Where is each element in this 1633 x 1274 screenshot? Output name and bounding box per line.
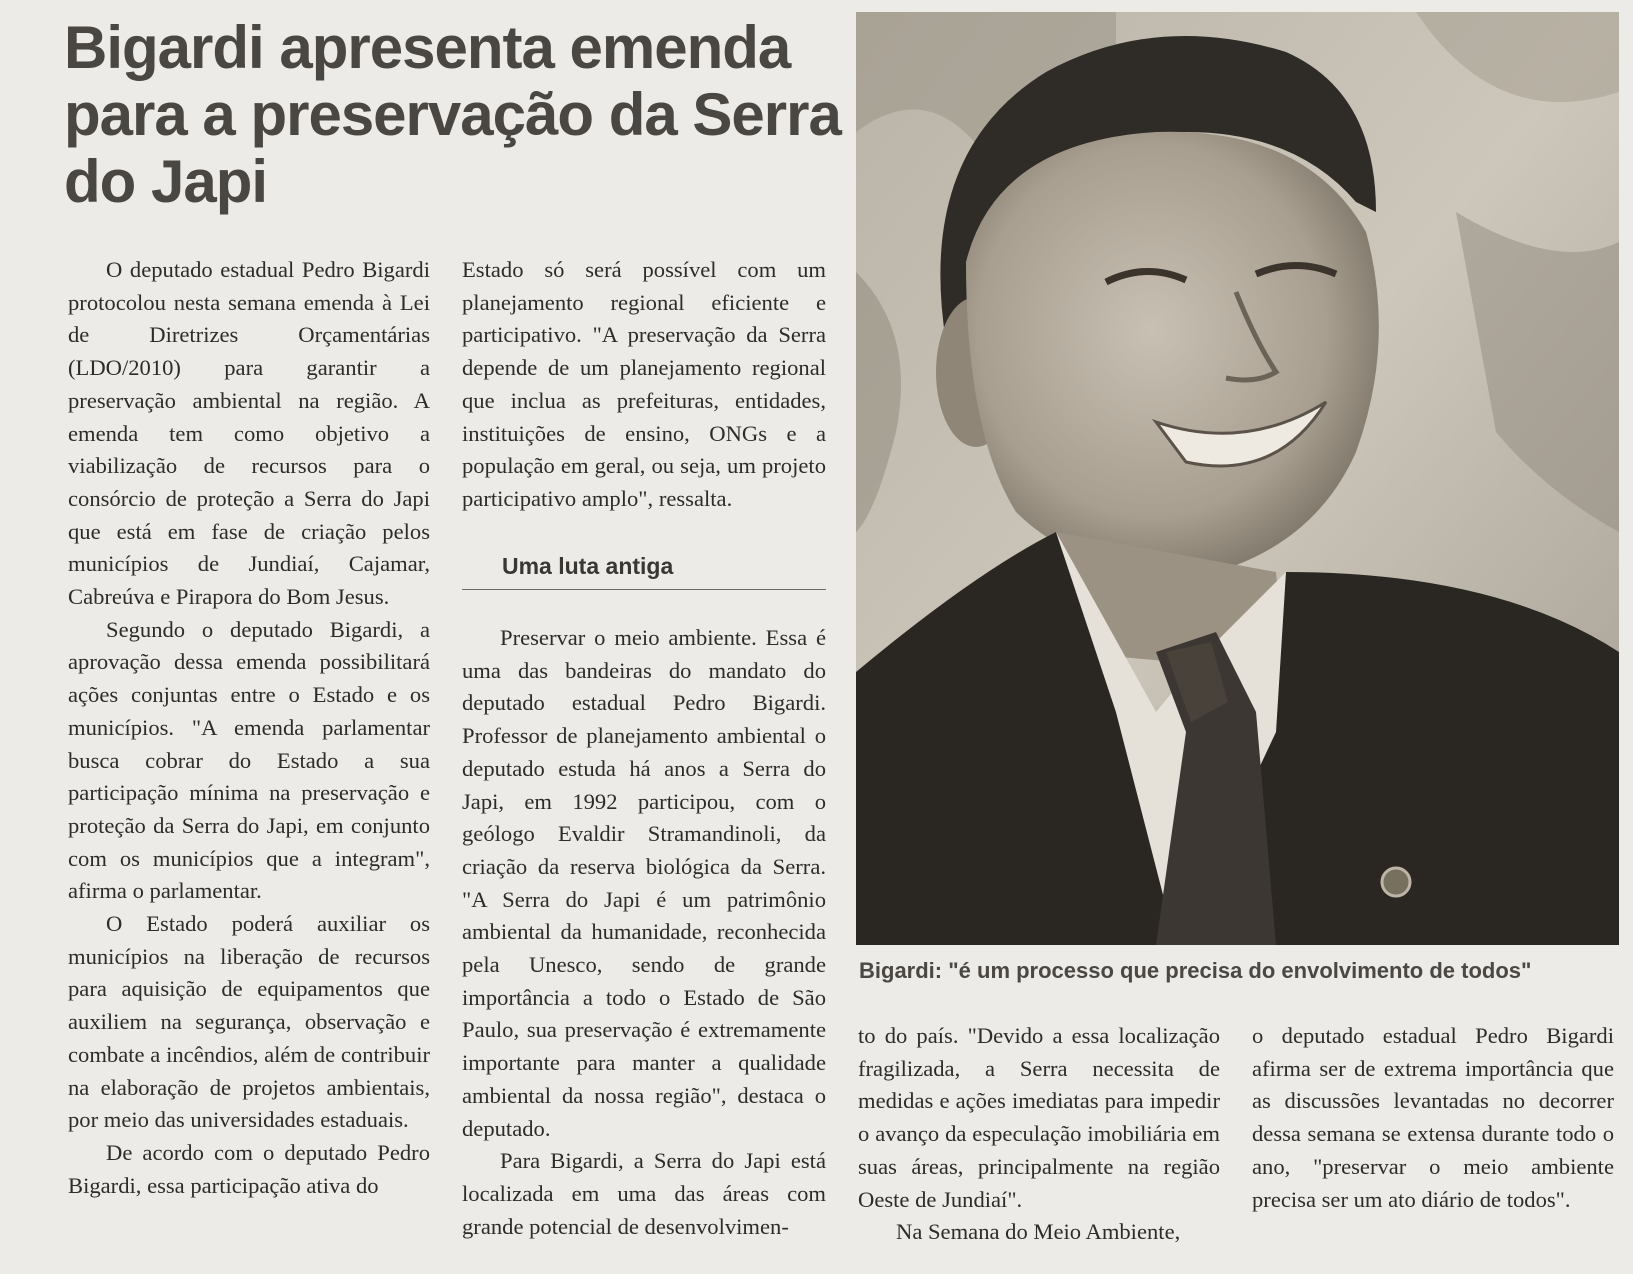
paragraph: Estado só será possível com um planejamento regional eficiente e participativo. "A preservação da Serra depende de um planejamento regional que inclua as prefeituras, entidades, instituições de ensino, ONGs e a população em geral, ou seja, um projeto participativo amplo", ressalta. — [462, 257, 826, 511]
article-column-2-bottom — [462, 622, 826, 1243]
article-column-4 — [1252, 1020, 1614, 1216]
article-column-2-top — [462, 254, 826, 516]
headline: Bigardi apresenta emenda para a preservação da Serra do Japi — [64, 14, 841, 215]
paragraph: Segundo o deputado Bigardi, a aprovação dessa emenda possibilitará ações conjuntas entre o Estado e os municípios. "A emenda parlamentar busca cobrar do Estado a sua participação mínima na preservação e proteção da Serra do Japi, em conjunto com os municípios que a integram", afirma o parlamentar. — [68, 616, 430, 904]
portrait-illustration — [856, 12, 1619, 945]
subheading-text: Uma luta antiga — [502, 553, 674, 579]
paragraph: De acordo com o deputado Pedro Bigardi, essa participação ativa do — [68, 1139, 430, 1198]
article-column-3 — [858, 1020, 1220, 1249]
photo-caption: Bigardi: "é um processo que precisa do envolvimento de todos" — [859, 958, 1532, 983]
portrait-photo — [856, 12, 1619, 945]
paragraph: Para Bigardi, a Serra do Japi está localizada em uma das áreas com grande potencial de desenvolvimen- — [462, 1148, 826, 1239]
article-column-1 — [68, 254, 430, 1202]
paragraph: Na Semana do Meio Ambiente, — [896, 1219, 1181, 1245]
paragraph: o deputado estadual Pedro Bigardi afirma ser de extrema importância que as discussões levantadas no decorrer dessa semana se extensa durante todo o ano, "preservar o meio ambiente precisa ser um ato diário de todos". — [1252, 1023, 1614, 1212]
subheading — [462, 553, 826, 590]
paragraph: to do país. "Devido a essa localização fragilizada, a Serra necessita de medidas e ações imediatas para impedir o avanço da especulação imobiliária em suas áreas, principalmente na região Oeste de Jundiaí". — [858, 1023, 1220, 1212]
paragraph: O deputado estadual Pedro Bigardi protocolou nesta semana emenda à Lei de Diretrizes Orçamentárias (LDO/2010) para garantir a preservação ambiental na região. A emenda tem como objetivo a viabilização de recursos para o consórcio de proteção a Serra do Japi que está em fase de criação pelos municípios de Jundiaí, Cajamar, Cabreúva e Pirapora do Bom Jesus. — [68, 257, 430, 610]
paragraph: O Estado poderá auxiliar os municípios na liberação de recursos para aquisição de equipamentos que auxiliem na segurança, observação e combate a incêndios, além de contribuir na elaboração de projetos ambientais, por meio das universidades estaduais. — [68, 911, 430, 1133]
paragraph: Preservar o meio ambiente. Essa é uma das bandeiras do mandato do deputado estadual Pedro Bigardi. Professor de planejamento ambiental o deputado estuda há anos a Serra do Japi, em 1992 participou, com o geólogo Evaldir Stramandinoli, da criação da reserva biológica da Serra. "A Serra do Japi é um patrimônio ambiental da humanidade, reconhecida pela Unesco, sendo de grande importância a todo o Estado de São Paulo, sua preservação é extremamente importante para manter a qualidade ambiental da nossa região", destaca o deputado. — [462, 625, 826, 1141]
